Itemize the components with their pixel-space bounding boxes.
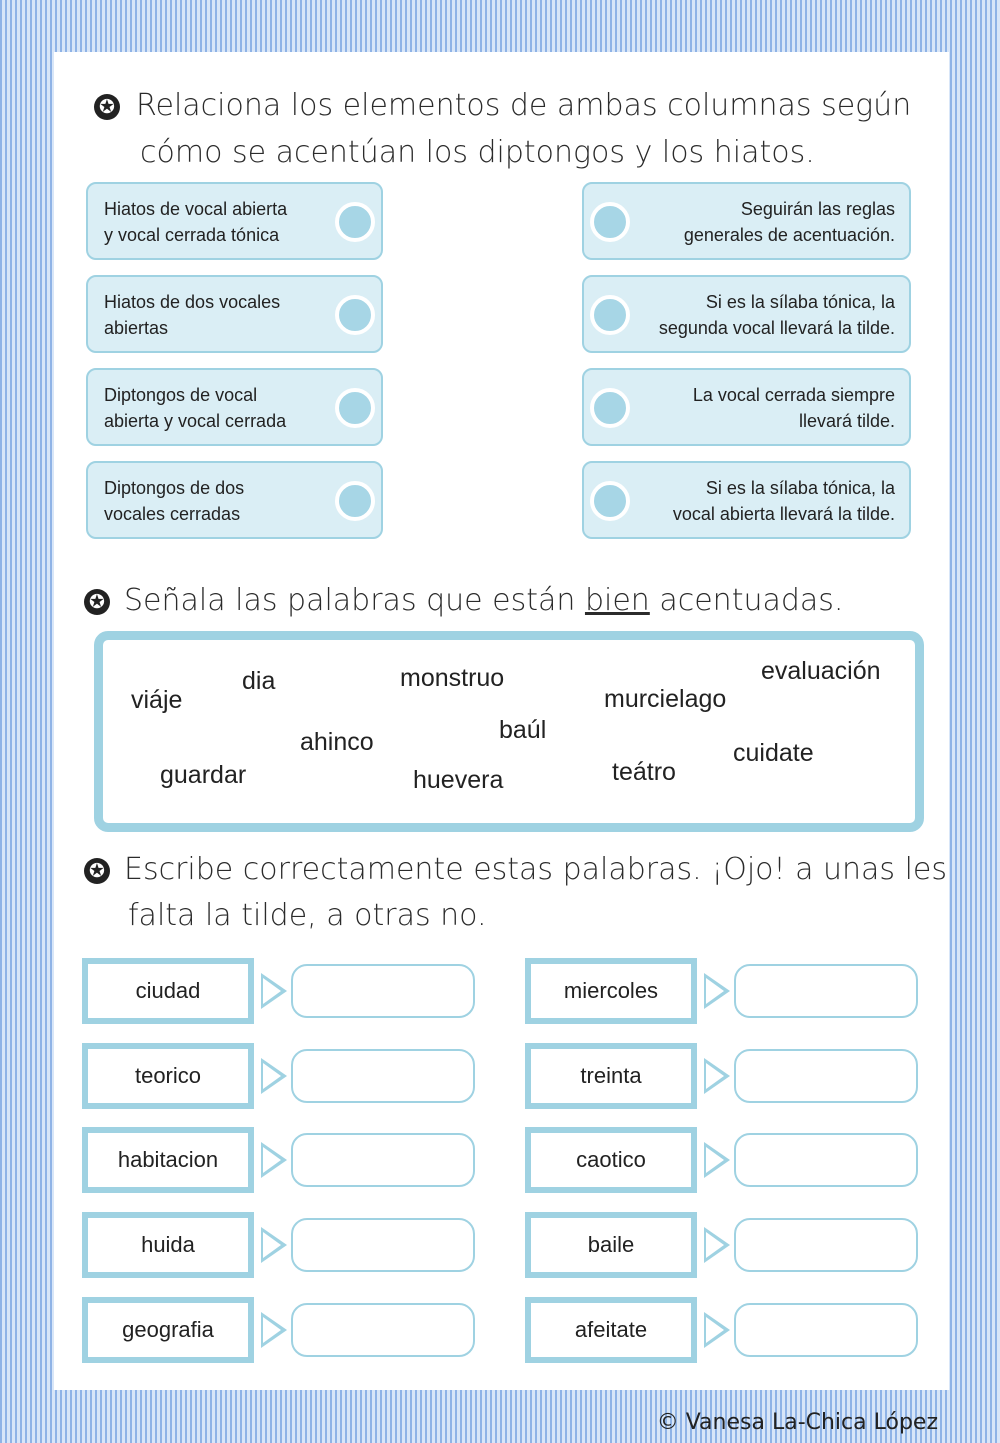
word-option[interactable]: viáje [131, 686, 183, 714]
word-selection-box [94, 631, 924, 832]
arrow-right-icon [704, 1312, 730, 1348]
word-to-correct: geografia [82, 1297, 254, 1363]
match-text: Diptongos de dos [104, 478, 245, 498]
answer-input[interactable] [291, 964, 475, 1018]
word-option[interactable]: baúl [499, 716, 547, 744]
match-dot[interactable] [590, 295, 630, 335]
star-icon: ✪ [84, 589, 110, 615]
match-left-item [86, 461, 383, 539]
answer-input[interactable] [734, 1133, 918, 1187]
word-to-correct: ciudad [82, 958, 254, 1024]
match-text: y vocal cerrada tónica [104, 225, 280, 245]
arrow-right-icon [261, 973, 287, 1009]
match-text: Hiatos de vocal abierta [104, 199, 288, 219]
section2-heading-text: acentuadas. [649, 583, 844, 618]
match-left-item [86, 182, 383, 260]
arrow-right-icon [704, 1058, 730, 1094]
arrow-right-icon [704, 973, 730, 1009]
match-text: Si es la sílaba tónica, la [705, 292, 895, 312]
match-left-item [86, 368, 383, 446]
section2-heading [124, 578, 843, 624]
match-text: Hiatos de dos vocales [104, 292, 281, 312]
section2-heading-text: Señala las palabras que están [124, 583, 585, 618]
arrow-right-icon [261, 1058, 287, 1094]
copyright-footer: © Vanesa La-Chica López [656, 1410, 938, 1435]
word-to-correct: caotico [525, 1127, 697, 1193]
word-option[interactable]: monstruo [400, 664, 505, 692]
match-dot[interactable] [335, 295, 375, 335]
match-dot[interactable] [335, 481, 375, 521]
word-option[interactable]: huevera [413, 766, 504, 794]
answer-input[interactable] [291, 1303, 475, 1357]
word-option[interactable]: cuidate [733, 739, 814, 767]
match-dot[interactable] [590, 388, 630, 428]
arrow-right-icon [261, 1227, 287, 1263]
word-to-correct: afeitate [525, 1297, 697, 1363]
section3-heading-line2: falta la tilde, a otras no. [128, 898, 487, 933]
word-to-correct: miercoles [525, 958, 697, 1024]
match-right-item [582, 275, 911, 353]
word-option[interactable]: murcielago [604, 685, 727, 713]
match-text: llevará tilde. [798, 411, 895, 431]
word-to-correct: huida [82, 1212, 254, 1278]
section1-heading-line1: Relaciona los elementos de ambas columnas según [136, 88, 912, 123]
answer-input[interactable] [291, 1049, 475, 1103]
answer-input[interactable] [291, 1218, 475, 1272]
match-text: Si es la sílaba tónica, la [705, 478, 895, 498]
word-option[interactable]: guardar [160, 761, 247, 789]
match-text: vocales cerradas [104, 504, 241, 524]
word-to-correct: treinta [525, 1043, 697, 1109]
section2-heading-emphasis: bien [584, 583, 650, 618]
match-left-item [86, 275, 383, 353]
arrow-right-icon [261, 1312, 287, 1348]
match-dot[interactable] [335, 202, 375, 242]
arrow-right-icon [704, 1142, 730, 1178]
match-right-item [582, 461, 911, 539]
match-text: abierta y vocal cerrada [104, 411, 287, 431]
star-icon: ✪ [84, 858, 110, 884]
answer-input[interactable] [734, 1303, 918, 1357]
word-to-correct: baile [525, 1212, 697, 1278]
word-option[interactable]: dia [242, 667, 276, 695]
word-option[interactable]: teátro [612, 758, 676, 786]
match-dot[interactable] [590, 202, 630, 242]
arrow-right-icon [704, 1227, 730, 1263]
match-dot[interactable] [590, 481, 630, 521]
word-option[interactable]: ahinco [300, 728, 374, 756]
match-text: vocal abierta llevará la tilde. [672, 504, 895, 524]
match-text: Seguirán las reglas [740, 199, 895, 219]
section3-heading-line1: Escribe correctamente estas palabras. ¡Ojo! a unas les [124, 852, 948, 887]
match-right-item [582, 182, 911, 260]
word-to-correct: teorico [82, 1043, 254, 1109]
match-text: abiertas [104, 318, 169, 338]
answer-input[interactable] [734, 964, 918, 1018]
match-right-item [582, 368, 911, 446]
match-text: segunda vocal llevará la tilde. [658, 318, 895, 338]
star-icon: ✪ [94, 94, 120, 120]
answer-input[interactable] [291, 1133, 475, 1187]
match-text: Diptongos de vocal [104, 385, 258, 405]
word-to-correct: habitacion [82, 1127, 254, 1193]
word-option[interactable]: evaluación [761, 657, 881, 685]
match-text: generales de acentuación. [683, 225, 895, 245]
answer-input[interactable] [734, 1218, 918, 1272]
section1-heading-line2: cómo se acentúan los diptongos y los hiatos. [140, 135, 815, 170]
answer-input[interactable] [734, 1049, 918, 1103]
match-dot[interactable] [335, 388, 375, 428]
worksheet [54, 52, 949, 1390]
match-text: La vocal cerrada siempre [692, 385, 895, 405]
arrow-right-icon [261, 1142, 287, 1178]
